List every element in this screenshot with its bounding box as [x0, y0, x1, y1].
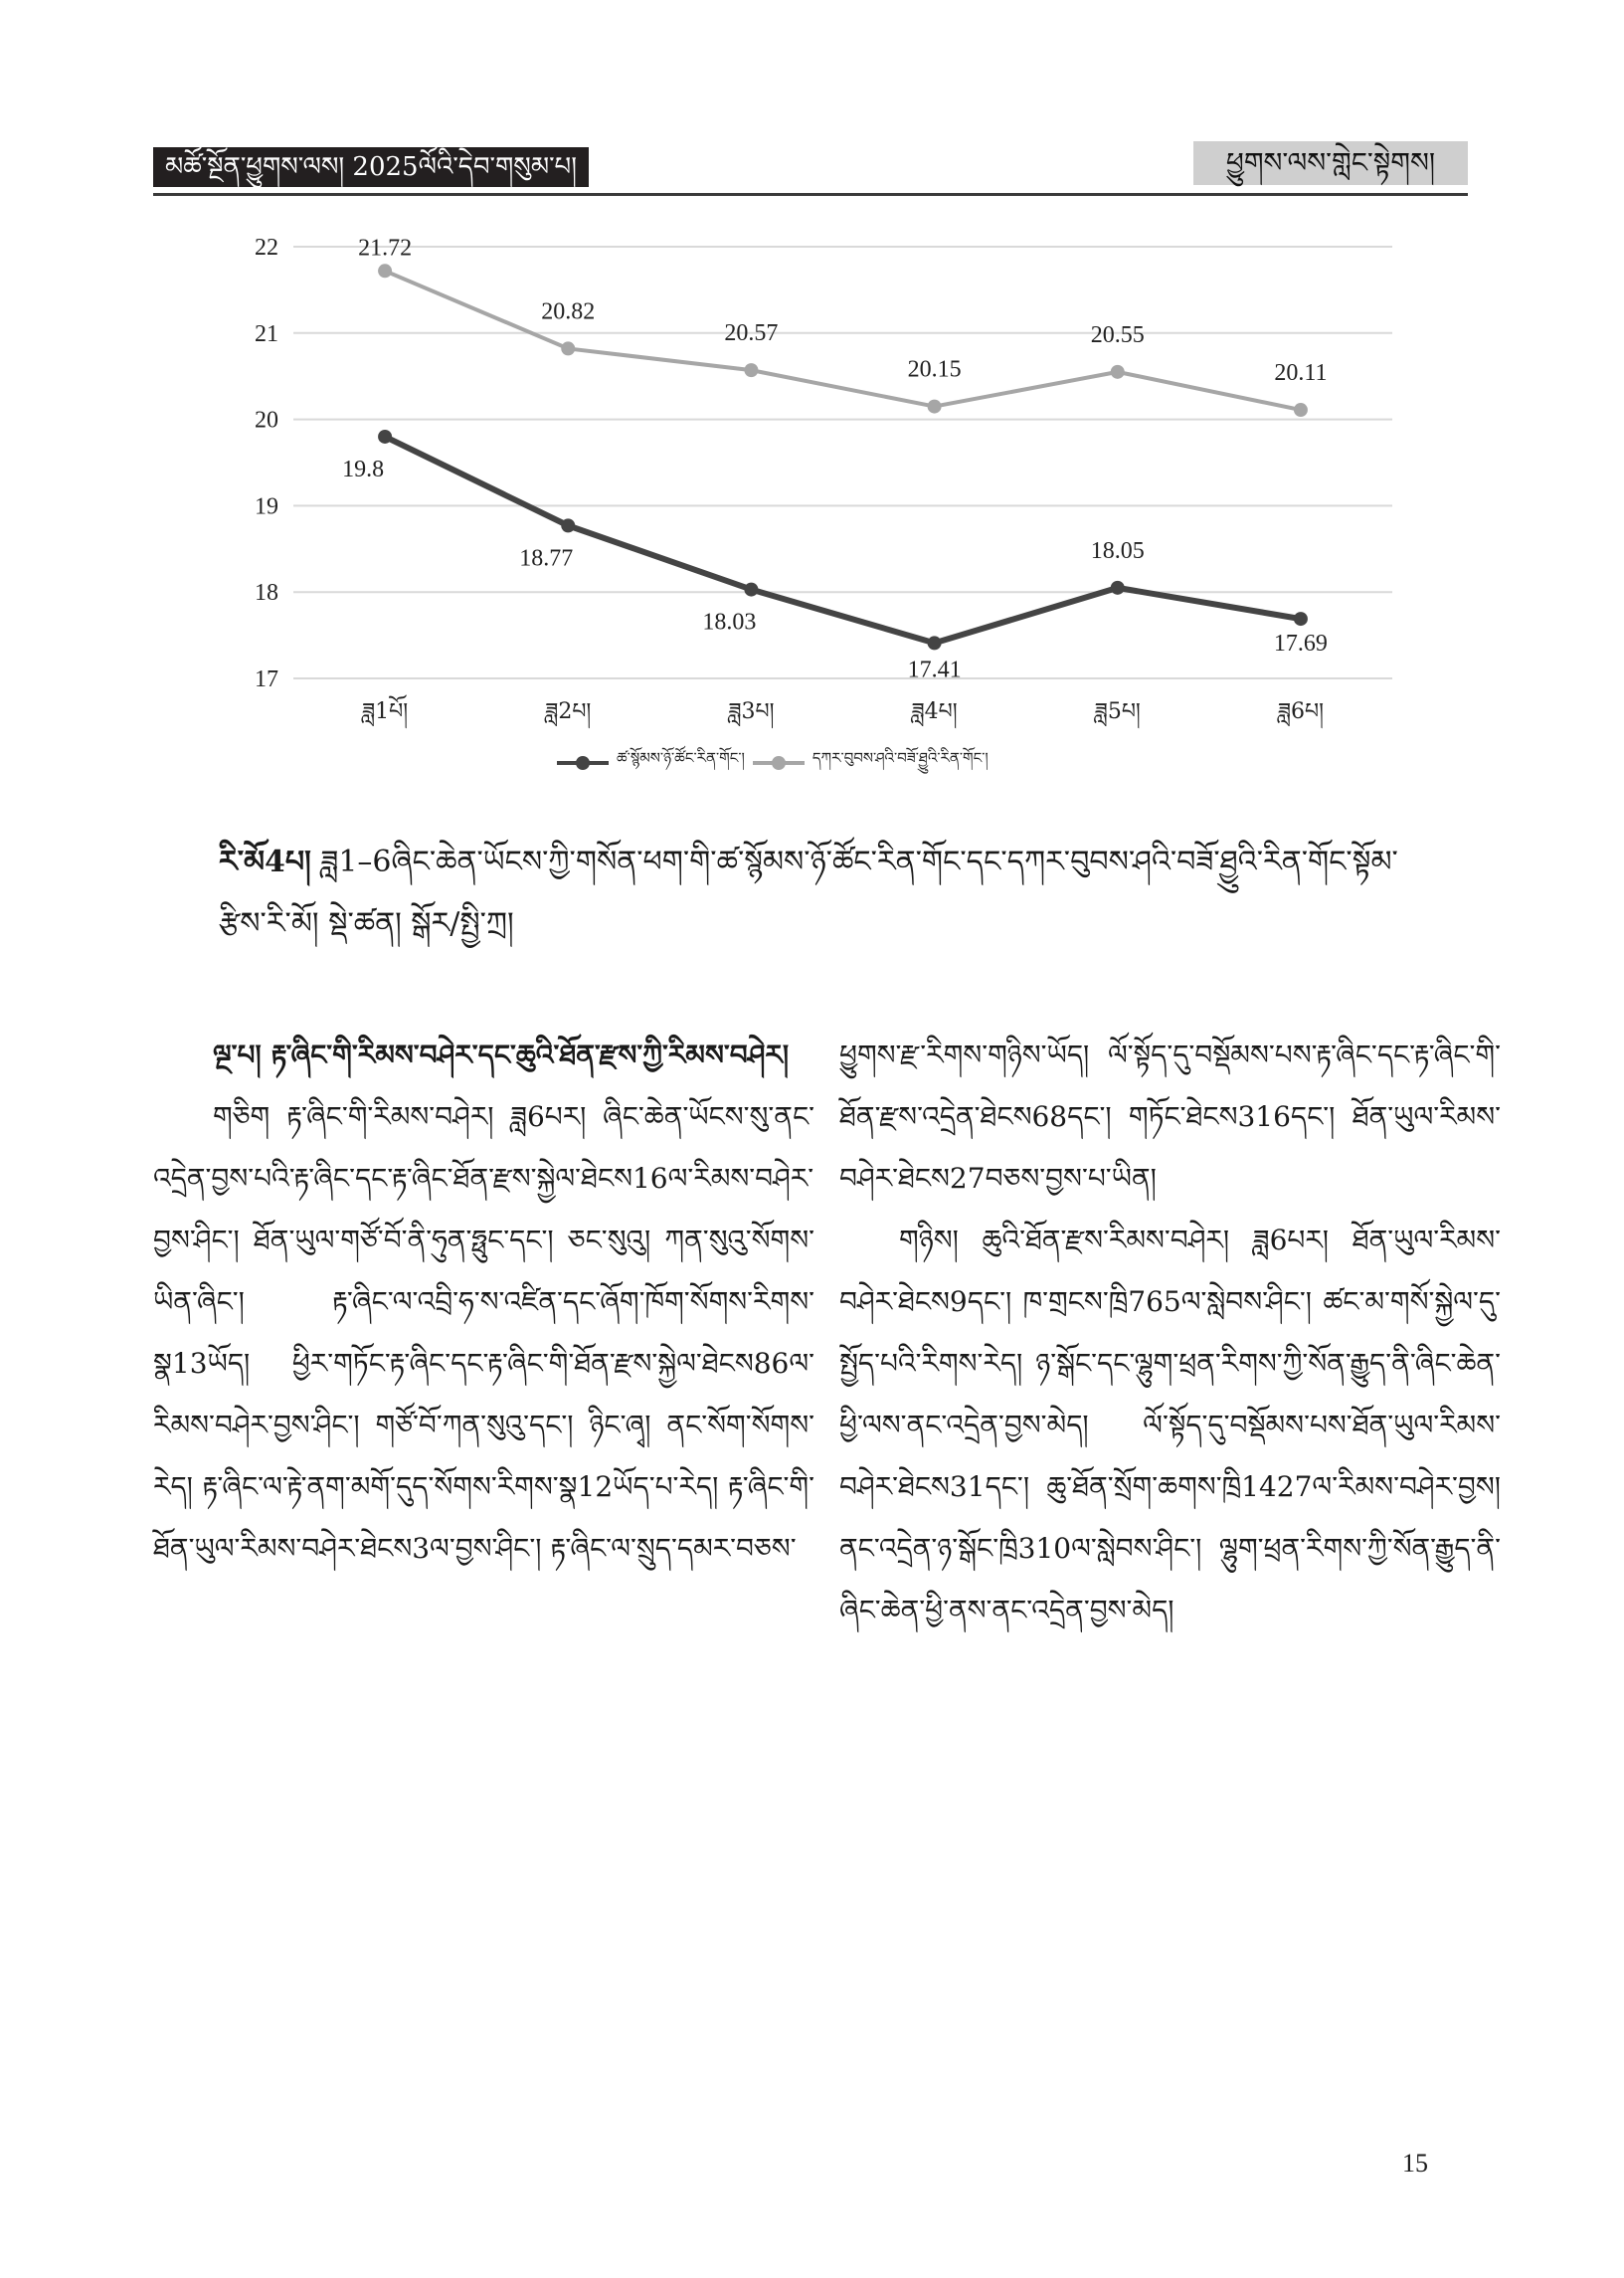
paragraph-continued: ཕྱུགས་རྫ་རིགས་གཉིས་ཡོད། ལོ་སྟོད་དུ་བསྡོམས་པས་རྟ་ཞིང་དང་རྟ་ཞིང་གི་ཐོན་རྫས་འདྲེན་ཐེངས68དང་། གཏོང་ཐེངས316དང་། ཐོན་ཡུལ་རིམས་བཤེར་ཐེངས27བཅས་བྱས་པ་ཡིན།: [839, 1039, 1501, 1195]
data-label: 17.41: [907, 657, 962, 683]
caption-text: ཟླ1–6ཞིང་ཆེན་ཡོངས་ཀྱི་གསོན་ཕག་གི་ཚ་སྙོམས་ཉོ་ཚོང་རིན་གོང་དང་དཀར་བུབས་ཤའི་བཟོ་ཐྱུའི་རིན་གོང་སྟོམ་རྩིས་རི་མོ། སྡེ་ཚན། སྒོར/སྤྱི་ཀྲ།: [219, 845, 1398, 941]
data-point: [1294, 612, 1308, 626]
legend-label-series-2: དཀར་བུབས་ཤའི་བཟོ་ཐྱུའི་རིན་གོང་།: [812, 749, 989, 767]
data-point: [1111, 365, 1125, 379]
data-label: 18.77: [519, 545, 574, 572]
legend-swatch-series-2: [753, 761, 805, 765]
x-category-label: ཟླ6པ།: [1277, 699, 1325, 724]
line-chart: [0, 0, 1624, 796]
data-label: 20.11: [1274, 360, 1328, 387]
y-tick-label: 21: [255, 320, 278, 347]
data-label: 20.57: [724, 320, 779, 347]
data-label: 20.55: [1090, 321, 1145, 348]
data-point: [561, 341, 575, 355]
series-line-1: [385, 437, 1301, 643]
data-point: [744, 583, 758, 597]
data-label: 20.82: [541, 298, 596, 325]
page-number: 15: [1402, 2149, 1428, 2178]
x-category-label: ཟླ2པ།: [545, 699, 592, 724]
left-column: [153, 1025, 814, 1580]
y-tick-label: 17: [255, 666, 278, 692]
data-label: 21.72: [358, 235, 413, 262]
y-tick-label: 22: [255, 235, 278, 261]
chart-legend: [557, 742, 989, 784]
x-category-label: ཟླ4པ།: [911, 699, 958, 724]
journal-title: མཚོ་སྔོན་ཕྱུགས་ལས། 2025ལོའི་དེབ་གསུམ་པ།: [153, 147, 589, 187]
x-axis-categories: [361, 694, 1324, 729]
section-heading: ལྔ་པ། རྟ་ཞིང་གི་རིམས་བཤེར་དང་ཆུའི་ཐོན་རྫས་ཀྱི་རིམས་བཤེར།: [213, 1039, 790, 1071]
data-label: 18.03: [702, 609, 757, 636]
data-label: 17.69: [1273, 631, 1328, 658]
y-tick-label: 18: [255, 580, 278, 607]
right-column: [839, 1025, 1501, 1641]
series-line-2: [385, 271, 1301, 410]
data-point: [1294, 403, 1308, 417]
section-title: ཕྱུགས་ལས་གླེང་སྟེགས།: [1193, 141, 1468, 185]
data-point: [928, 636, 942, 650]
y-tick-label: 19: [255, 493, 278, 520]
data-label: 18.05: [1090, 537, 1145, 564]
data-point: [744, 363, 758, 377]
y-tick-label: 20: [255, 407, 278, 434]
paragraph: གཉིས། ཆུའི་ཐོན་རྫས་རིམས་བཤེར། ཟླ6པར། ཐོན་ཡུལ་རིམས་བཤེར་ཐེངས9དང་། ཁ་གྲངས་ཁྲི765ལ་སླེབས་ཤིང་། ཚང་མ་གསོ་སྐྱེལ་དུ་སྤྱོད་པའི་རིགས་རེད། ཉ་སྒོང་དང་ལྷུག་ཕྲན་རིགས་ཀྱི་སོན་རྒྱུད་ནི་ཞིང་ཆེན་ཕྱི་ལས་ནང་འདྲེན་བྱས་མེད། ལོ་སྟོད་དུ་བསྡོམས་པས་ཐོན་ཡུལ་རིམས་བཤེར་ཐེངས31དང་། ཆུ་ཐོན་སྲོག་ཆགས་ཁྲི1427ལ་རིམས་བཤེར་བྱས། ནང་འདྲེན་ཉ་སྒོང་ཁྲི310ལ་སླེབས་ཤིང་། ལྷུག་ཕྲན་རིགས་ཀྱི་སོན་རྒྱུད་ནི་ཞིང་ཆེན་ཕྱི་ནས་ནང་འདྲེན་བྱས་མེད།: [839, 1224, 1501, 1626]
data-label: 19.8: [342, 456, 385, 482]
legend-label-series-1: ཚ་སྙོམས་ཉོ་ཚོང་རིན་གོང་།: [617, 749, 745, 767]
x-category-label: ཟླ1པོ།: [361, 699, 409, 724]
data-point: [561, 518, 575, 532]
paragraph: གཅིག རྟ་ཞིང་གི་རིམས་བཤེར། ཟླ6པར། ཞིང་ཆེན་ཡོངས་སུ་ནང་འདྲེན་བྱས་པའི་རྟ་ཞིང་དང་རྟ་ཞིང་ཐོན་རྫས་སྐྱེལ་ཐེངས16ལ་རིམས་བཤེར་བྱས་ཤིང་། ཐོན་ཡུལ་གཙོ་བོ་ནི་ཧུན་ཧྥུང་དང་། ཅང་སུའུ། ཀན་སུའུ་སོགས་ཡིན་ཞིང་། རྟ་ཞིང་ལ་འབྲི་ཧ་ས་འཛིན་དང་ཞོག་ཁོག་སོགས་རིགས་སྣ13ཡོད། ཕྱིར་གཏོང་རྟ་ཞིང་དང་རྟ་ཞིང་གི་ཐོན་རྫས་སྐྱེལ་ཐེངས86ལ་རིམས་བཤེར་བྱས་ཤིང་། གཙོ་བོ་ཀན་སུའུ་དང་། ཉིང་ཞྭ། ནང་སོག་སོགས་རེད། རྟ་ཞིང་ལ་རྟེ་ནག་མགོ་དུད་སོགས་རིགས་སྣ12ཡོད་པ་རེད། རྟ་ཞིང་གི་ཐོན་ཡུལ་རིམས་བཤེར་ཐེངས3ལ་བྱས་ཤིང་། རྟ་ཞིང་ལ་སྲུད་དམར་བཅས་: [153, 1100, 814, 1565]
data-point: [378, 264, 392, 278]
legend-swatch-series-1: [557, 761, 609, 765]
data-point: [1111, 581, 1125, 595]
data-point: [928, 400, 942, 414]
data-point: [378, 430, 392, 444]
figure-number: རི་མོ4པ།: [219, 845, 311, 879]
y-axis-ticks: [255, 235, 278, 692]
data-label: 20.15: [907, 356, 962, 383]
figure-caption: [219, 832, 1412, 955]
x-category-label: ཟླ5པ།: [1094, 699, 1141, 724]
x-category-label: ཟླ3པ།: [728, 699, 775, 724]
